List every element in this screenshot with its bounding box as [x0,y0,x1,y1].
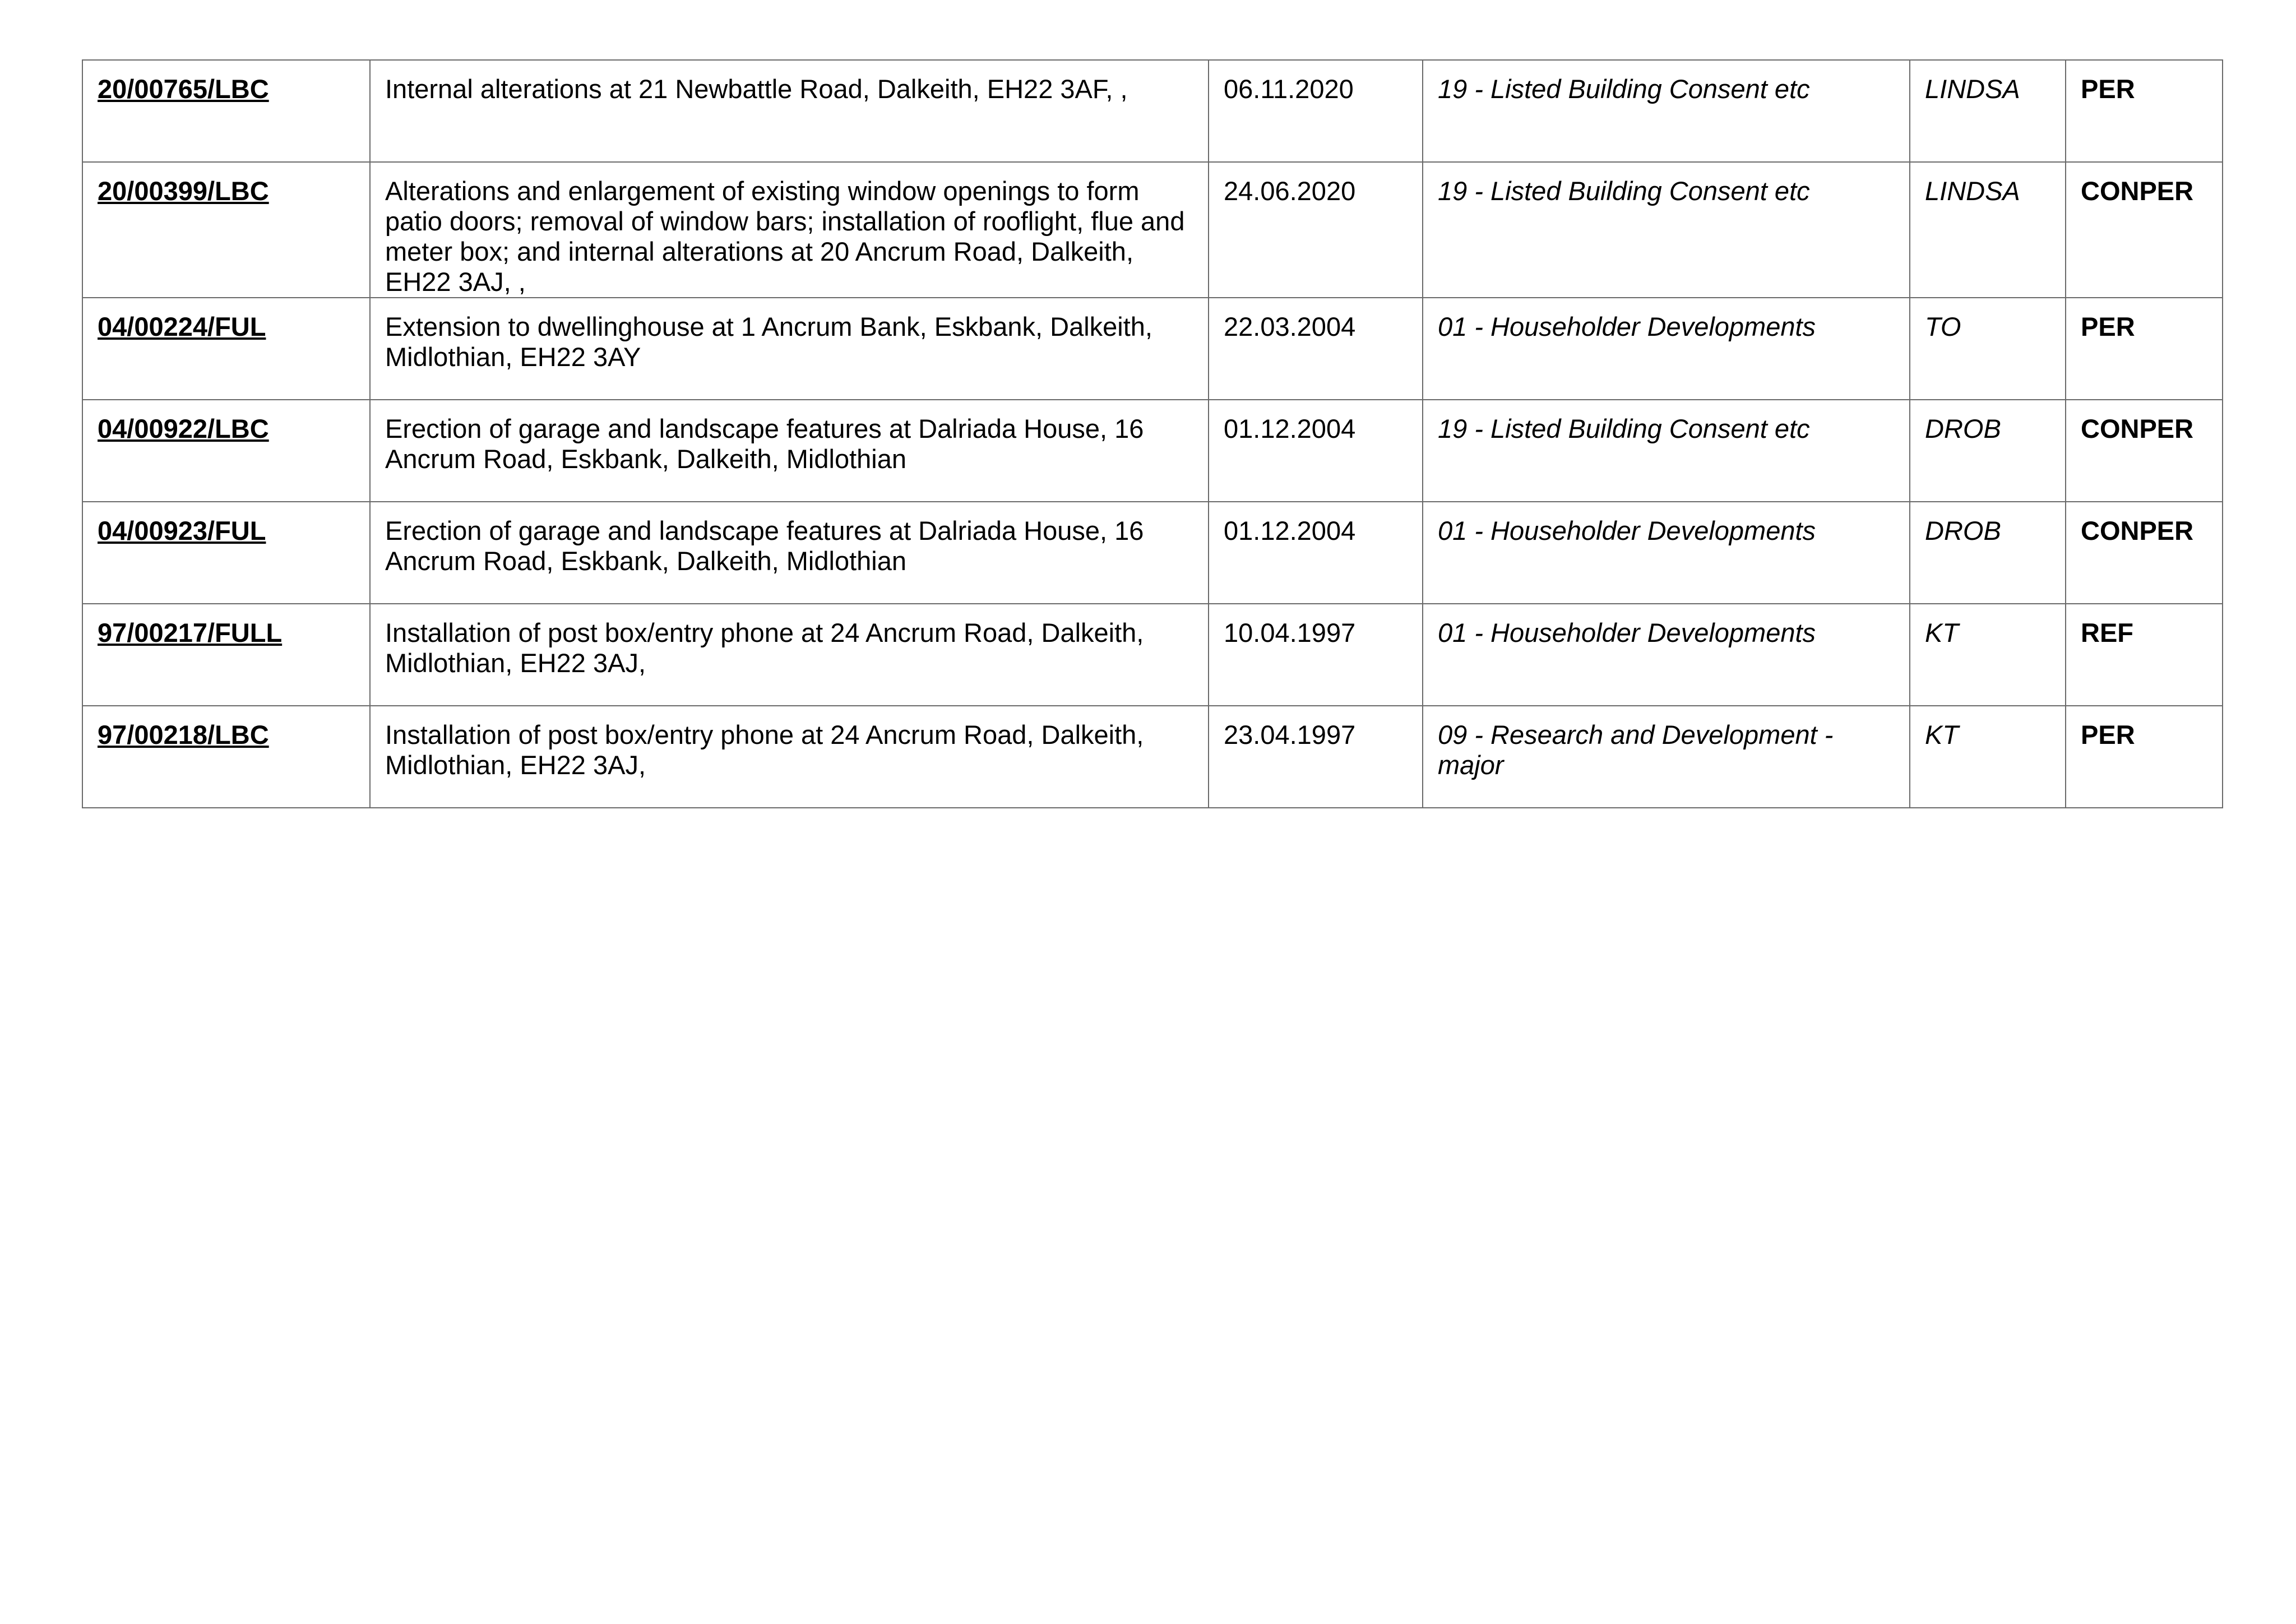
decision-cell: PER [2066,60,2223,162]
date-cell: 06.11.2020 [1209,60,1423,162]
decision-cell: PER [2066,298,2223,400]
application-reference-link[interactable]: 97/00217/FULL [98,618,283,647]
table-row [82,502,2223,604]
decision-cell: CONPER [2066,400,2223,502]
reference-cell [82,400,370,502]
reference-cell [82,502,370,604]
officer-cell: LINDSA [1910,60,2066,162]
officer-cell: DROB [1910,502,2066,604]
date-cell: 10.04.1997 [1209,604,1423,706]
application-type-cell: 09 - Research and Development - major [1423,706,1910,808]
application-reference-link[interactable]: 04/00923/FUL [98,516,266,545]
application-reference-link[interactable]: 97/00218/LBC [98,720,269,749]
date-cell: 23.04.1997 [1209,706,1423,808]
date-cell: 24.06.2020 [1209,162,1423,298]
reference-cell [82,604,370,706]
description-cell: Extension to dwellinghouse at 1 Ancrum Bank, Eskbank, Dalkeith, Midlothian, EH22 3AY [370,298,1209,400]
reference-cell [82,706,370,808]
description-cell: Erection of garage and landscape features at Dalriada House, 16 Ancrum Road, Eskbank, Dalkeith, Midlothian [370,400,1209,502]
decision-cell: CONPER [2066,502,2223,604]
application-reference-link[interactable]: 20/00765/LBC [98,74,269,104]
description-cell: Installation of post box/entry phone at 24 Ancrum Road, Dalkeith, Midlothian, EH22 3AJ, [370,604,1209,706]
officer-cell: KT [1910,604,2066,706]
reference-cell [82,298,370,400]
officer-cell: KT [1910,706,2066,808]
description-cell: Alterations and enlargement of existing window openings to form patio doors; removal of window bars; installation of rooflight, flue and meter box; and internal alterations at 20 Ancrum Road, Dalkeith, EH22 3AJ, , [370,162,1209,298]
application-reference-link[interactable]: 04/00922/LBC [98,414,269,443]
reference-cell [82,162,370,298]
decision-cell: REF [2066,604,2223,706]
application-type-cell: 19 - Listed Building Consent etc [1423,60,1910,162]
decision-cell: CONPER [2066,162,2223,298]
date-cell: 01.12.2004 [1209,502,1423,604]
officer-cell: LINDSA [1910,162,2066,298]
date-cell: 01.12.2004 [1209,400,1423,502]
decision-cell: PER [2066,706,2223,808]
table-row [82,400,2223,502]
officer-cell: TO [1910,298,2066,400]
description-cell: Internal alterations at 21 Newbattle Road, Dalkeith, EH22 3AF, , [370,60,1209,162]
application-type-cell: 19 - Listed Building Consent etc [1423,162,1910,298]
application-type-cell: 01 - Householder Developments [1423,604,1910,706]
table-row [82,162,2223,298]
table-row [82,60,2223,162]
application-type-cell: 01 - Householder Developments [1423,298,1910,400]
date-cell: 22.03.2004 [1209,298,1423,400]
officer-cell: DROB [1910,400,2066,502]
application-reference-link[interactable]: 20/00399/LBC [98,176,269,206]
application-reference-link[interactable]: 04/00224/FUL [98,312,266,341]
application-type-cell: 19 - Listed Building Consent etc [1423,400,1910,502]
planning-applications-table [82,59,2223,808]
application-type-cell: 01 - Householder Developments [1423,502,1910,604]
description-cell: Installation of post box/entry phone at 24 Ancrum Road, Dalkeith, Midlothian, EH22 3AJ, [370,706,1209,808]
table-row [82,604,2223,706]
reference-cell [82,60,370,162]
description-cell: Erection of garage and landscape features at Dalriada House, 16 Ancrum Road, Eskbank, Dalkeith, Midlothian [370,502,1209,604]
table-row [82,706,2223,808]
table-row [82,298,2223,400]
